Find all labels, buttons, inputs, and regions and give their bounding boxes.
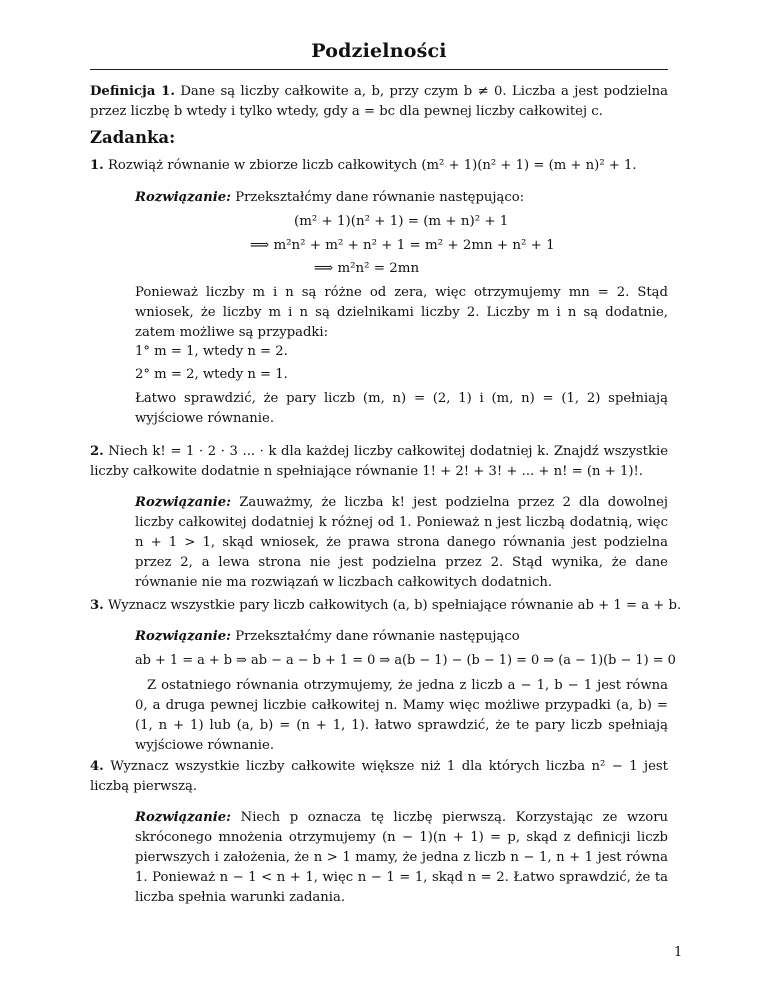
page-number-row [0,945,768,960]
problem-number: 3. [90,598,104,613]
page-title: Podzielności [311,40,447,62]
problem-number: 1. [90,158,104,173]
problem-text: Wyznacz wszystkie pary liczb całkowitych (a, b) spełniające równanie ab + 1 = a + b. [107,598,682,613]
equation-line-2: ⟹ m²n² + m² + n² + 1 = m² + 2mn + n² + 1 [250,238,555,253]
solution-text: Przekształćmy dane równanie następująco [235,629,520,644]
problem-3-solution-intro [135,627,668,647]
definition-label: Definicja 1. [90,84,175,99]
problem-3-statement [90,596,690,616]
solution-text: Przekształćmy dane równanie następująco: [235,190,525,205]
problem-1-solution-intro [135,188,668,208]
title-rule [90,69,668,70]
case-2: 2° m = 2, wtedy n = 1. [135,367,288,382]
problem-3-paragraph: Z ostatniego równania otrzymujemy, że jedna z liczb a − 1, b − 1 jest równa 0, a druga pewnej liczbie całkowitej n. Mamy więc możliwe przypadki (a, b) = (1, n + 1) lub (a, b) = (n + 1, 1). łatwo sprawdzić, że te pary liczb spełniają wyjściowe równanie. [135,678,668,753]
problem-1-conclusion: Łatwo sprawdzić, że pary liczb (m, n) = (2, 1) i (m, n) = (1, 2) spełniają wyjściowe równanie. [135,391,668,426]
definition [90,82,668,122]
solution-text: Zauważmy, że liczba k! jest podzielna przez 2 dla dowolnej liczby całkowitej dodatniej k różnej od 1. Ponieważ n jest liczbą dodatnią, więc n + 1 > 1, skąd wniosek, że prawa strona danego równania jest podzielna przez 2, a lewa strona nie jest podzielna przez 2. Stąd wynika, że dane równanie nie ma rozwiązań w liczbach całkowitych dodatnich. [135,495,668,590]
problem-2-statement [90,442,668,482]
solution-label: Rozwiązanie: [135,629,232,644]
problem-4-statement [90,757,668,797]
problem-text: Wyznacz wszystkie liczby całkowite większe niż 1 dla których liczba n² − 1 jest liczbą pierwszą. [90,759,668,794]
section-heading: Zadanka: [90,128,176,147]
case-1: 1° m = 1, wtedy n = 2. [135,344,288,359]
page-number: 1 [674,945,683,960]
solution-label: Rozwiązanie: [135,495,232,510]
definition-text: Dane są liczby całkowite a, b, przy czym b ≠ 0. Liczba a jest podzielna przez liczbę b wtedy i tylko wtedy, gdy a = bc dla pewnej liczby całkowitej c. [90,84,668,119]
problem-text: Rozwiąż równanie w zbiorze liczb całkowitych (m² + 1)(n² + 1) = (m + n)² + 1. [107,158,637,173]
problem-4-solution [135,808,668,908]
solution-label: Rozwiązanie: [135,810,232,825]
problem-number: 2. [90,444,104,459]
problem-3-equation: ab + 1 = a + b ⇒ ab − a − b + 1 = 0 ⇒ a(b − 1) − (b − 1) = 0 ⇒ (a − 1)(b − 1) = 0 [135,653,676,668]
problem-text: Niech k! = 1 · 2 · 3 ... · k dla każdej liczby całkowitej dodatniej k. Znajdź wszystkie liczby całkowite dodatnie n spełniające równanie 1! + 2! + 3! + ... + n! = (n + 1)!. [90,444,668,479]
problem-1-paragraph: Ponieważ liczby m i n są różne od zera, więc otrzymujemy mn = 2. Stąd wniosek, że liczby m i n są dzielnikami liczby 2. Liczby m i n są dodatnie, zatem możliwe są przypadki: [135,285,668,340]
problem-2-solution [135,493,668,593]
problem-number: 4. [90,759,104,774]
solution-label: Rozwiązanie: [135,190,232,205]
solution-text: Niech p oznacza tę liczbę pierwszą. Korzystając ze wzoru skróconego mnożenia otrzymujemy (n − 1)(n + 1) = p, skąd z definicji liczb pierwszych i założenia, że n > 1 mamy, że jedna z liczb n − 1, n + 1 jest równa 1. Ponieważ n − 1 < n + 1, więc n − 1 = 1, skąd n = 2. Łatwo sprawdzić, że ta liczba spełnia warunki zadania. [135,810,668,905]
equation-line-3: ⟹ m²n² = 2mn [314,261,420,276]
problem-1-statement [90,156,690,176]
equation-line-1: (m² + 1)(n² + 1) = (m + n)² + 1 [294,214,509,229]
